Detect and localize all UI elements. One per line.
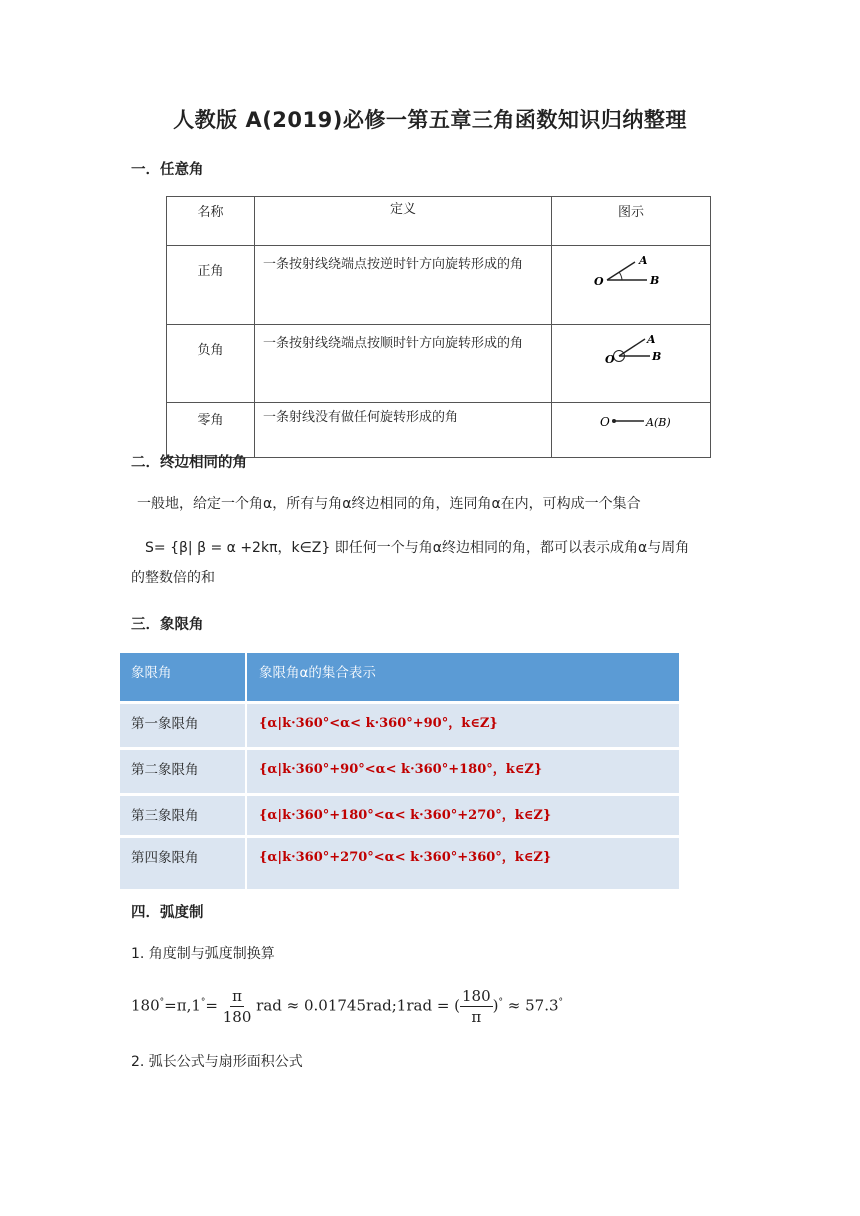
coterminal-paragraph-line3: 的整数倍的和 (131, 570, 215, 586)
label-o: O (594, 275, 604, 288)
header-figure: 图示 (552, 197, 711, 246)
table-header-row (120, 653, 679, 703)
negative-angle-definition: 一条按射线绕端点按顺时针方向旋转形成的角 (255, 325, 552, 403)
list-item-arc-length: 2. 弧长公式与扇形面积公式 (131, 1054, 303, 1070)
label-a: A (639, 254, 648, 267)
list-item-conversion: 1. 角度制与弧度制换算 (131, 946, 275, 962)
table-row (120, 837, 679, 889)
section-heading-arbitrary-angle: 一．任意角 (131, 162, 204, 178)
section-heading-radian: 四．弧度制 (131, 905, 204, 921)
row-name-cell (167, 325, 255, 403)
row-name-cell (167, 246, 255, 325)
label-a: A (647, 333, 656, 346)
header-name: 名称 (167, 197, 255, 246)
label-b: B (650, 274, 660, 287)
table-row (120, 749, 679, 795)
header-definition: 定义 (255, 197, 552, 246)
negative-angle-label: 负角 (197, 343, 224, 358)
positive-angle-figure (552, 246, 711, 325)
quadrant-angle-table (120, 653, 679, 889)
label-b: B (652, 350, 662, 363)
quadrant-set: {α|k·360°+180°<α< k·360°+270°，k∈Z} (246, 795, 679, 837)
header-set-notation: 象限角α的集合表示 (246, 653, 679, 703)
label-o: O (600, 415, 610, 429)
negative-angle-figure (552, 325, 711, 403)
conversion-formula: 180°=π,1°= $\frac{\pi}{180}$ rad ≈ 0.01745rad;1rad = ( $\frac{180}{\pi}$ )° ≈ 57.3° (131, 987, 564, 1026)
positive-angle-diagram (552, 246, 710, 320)
table-header-row (167, 197, 711, 246)
zero-angle-figure (552, 403, 711, 458)
quadrant-set: {α|k·360°<α< k·360°+90°，k∈Z} (246, 703, 679, 749)
section-heading-quadrant-angle: 三．象限角 (131, 617, 204, 633)
table-row-positive-angle (167, 246, 711, 325)
label-ab: A(B) (646, 416, 671, 429)
negative-angle-diagram (552, 325, 710, 398)
quadrant-name: 第三象限角 (120, 795, 246, 837)
table-row (120, 703, 679, 749)
quadrant-set: {α|k·360°+270°<α< k·360°+360°，k∈Z} (246, 837, 679, 889)
angle-types-table (166, 196, 711, 458)
table-row-negative-angle (167, 325, 711, 403)
quadrant-name: 第四象限角 (120, 837, 246, 889)
positive-angle-label: 正角 (197, 264, 224, 279)
row-name-cell (167, 403, 255, 458)
coterminal-set-definition: S= {β| β = α +2kπ，k∈Z} 即任何一个与角α终边相同的角，都可以表示成角α与周角 (145, 540, 690, 556)
fraction-pi-over-180: $\frac{\pi}{180}$ (222, 987, 252, 1026)
positive-angle-definition: 一条按射线绕端点按逆时针方向旋转形成的角 (255, 246, 552, 325)
quadrant-name: 第一象限角 (120, 703, 246, 749)
zero-angle-diagram (552, 403, 710, 453)
quadrant-set: {α|k·360°+90°<α< k·360°+180°，k∈Z} (246, 749, 679, 795)
coterminal-paragraph-line1: 一般地，给定一个角α，所有与角α终边相同的角，连同角α在内，可构成一个集合 (137, 496, 641, 512)
header-quadrant-angle: 象限角 (120, 653, 246, 703)
quadrant-name: 第二象限角 (120, 749, 246, 795)
label-o: O (605, 353, 615, 366)
section-heading-coterminal: 二．终边相同的角 (131, 455, 247, 471)
zero-angle-definition: 一条射线没有做任何旋转形成的角 (255, 403, 552, 458)
page-title: 人教版 A(2019)必修一第五章三角函数知识归纳整理 (173, 108, 687, 132)
table-row-zero-angle (167, 403, 711, 458)
zero-angle-label: 零角 (197, 413, 224, 428)
fraction-180-over-pi: $\frac{180}{\pi}$ (462, 987, 491, 1026)
table-row (120, 795, 679, 837)
